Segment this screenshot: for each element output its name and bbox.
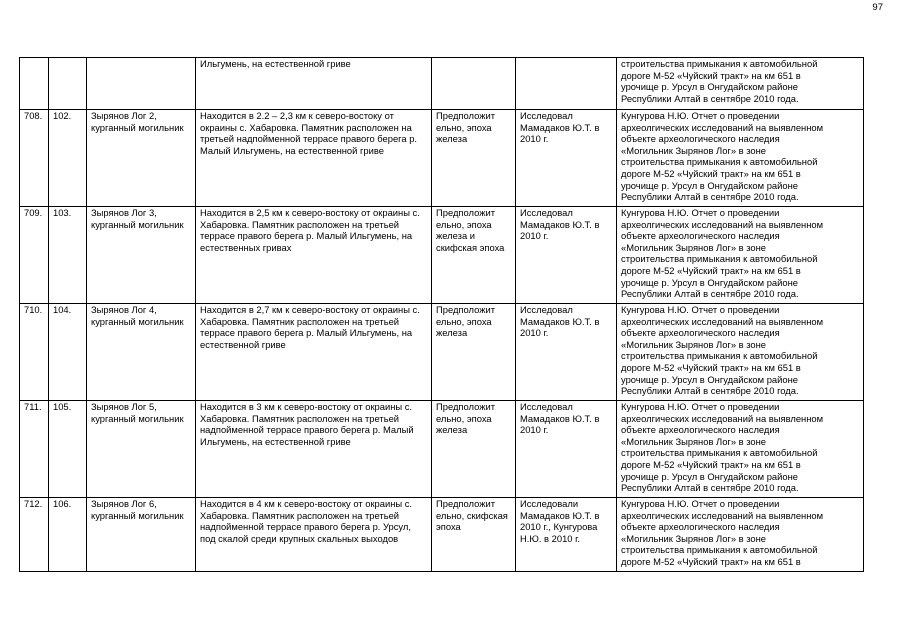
page-number: 97 <box>872 2 883 13</box>
cell-literature: Кунгурова Н.Ю. Отчет о проведении археолгических исследований на выявленном объекте археологического наследия «Могильник Зырянов Лог» в зоне строительства примыкания к автомобильной дороге М-52 «Чуйский тракт» на км 651 в урочище р. Урсул в Онгудайском районе Республики Алтай в сентябре 2010 года. <box>617 207 864 304</box>
cell-location: Находится в 2,7 км к северо-востоку от окраины с. Хабаровка. Памятник расположен на третьей террасе правого берега р. Малый Ильгумень, на естественной гриве <box>196 304 432 401</box>
cell-dating <box>432 58 516 110</box>
cell-sub: 106. <box>49 498 87 572</box>
table-row <box>20 304 864 401</box>
table-row <box>20 110 864 207</box>
cell-num: 712. <box>20 498 49 572</box>
cell-location: Находится в 3 км к северо-востоку от окраины с. Хабаровка. Памятник расположен на третьей надпойменной террасе правого берега р. Малый Ильгумень, на естественной гриве <box>196 401 432 498</box>
cell-name: Зырянов Лог 5, курганный могильник <box>87 401 196 498</box>
cell-literature: Кунгурова Н.Ю. Отчет о проведении археолгических исследований на выявленном объекте археологического наследия «Могильник Зырянов Лог» в зоне строительства примыкания к автомобильной дороге М-52 «Чуйский тракт» на км 651 в урочище р. Урсул в Онгудайском районе Республики Алтай в сентябре 2010 года. <box>617 110 864 207</box>
cell-literature: Кунгурова Н.Ю. Отчет о проведении археолгических исследований на выявленном объекте археологического наследия «Могильник Зырянов Лог» в зоне строительства примыкания к автомобильной дороге М-52 «Чуйский тракт» на км 651 в урочище р. Урсул в Онгудайском районе Республики Алтай в сентябре 2010 года. <box>617 401 864 498</box>
cell-literature: Кунгурова Н.Ю. Отчет о проведении археолгических исследований на выявленном объекте археологического наследия «Могильник Зырянов Лог» в зоне строительства примыкания к автомобильной дороге М-52 «Чуйский тракт» на км 651 в урочище р. Урсул в Онгудайском районе Республики Алтай в сентябре 2010 года. <box>617 304 864 401</box>
cell-researched: Исследовал Мамадаков Ю.Т. в 2010 г. <box>516 401 617 498</box>
monuments-table <box>19 57 864 572</box>
cell-dating: Предположит ельно, эпоха железа <box>432 110 516 207</box>
cell-dating: Предположит ельно, скифская эпоха <box>432 498 516 572</box>
cell-num <box>20 58 49 110</box>
cell-researched: Исследовал Мамадаков Ю.Т. в 2010 г. <box>516 304 617 401</box>
cell-sub: 102. <box>49 110 87 207</box>
cell-name: Зырянов Лог 6, курганный могильник <box>87 498 196 572</box>
cell-researched: Исследовали Мамадаков Ю.Т. в 2010 г., Кунгурова Н.Ю. в 2010 г. <box>516 498 617 572</box>
cell-literature: Кунгурова Н.Ю. Отчет о проведении археолгических исследований на выявленном объекте археологического наследия «Могильник Зырянов Лог» в зоне строительства примыкания к автомобильной дороге М-52 «Чуйский тракт» на км 651 в <box>617 498 864 572</box>
cell-num: 711. <box>20 401 49 498</box>
cell-dating: Предположит ельно, эпоха железа <box>432 401 516 498</box>
table-row-continuation <box>20 58 864 110</box>
cell-sub <box>49 58 87 110</box>
cell-researched <box>516 58 617 110</box>
cell-literature: строительства примыкания к автомобильной дороге М-52 «Чуйский тракт» на км 651 в урочище р. Урсул в Онгудайском районе Республики Алтай в сентябре 2010 года. <box>617 58 864 110</box>
cell-name: Зырянов Лог 3, курганный могильник <box>87 207 196 304</box>
cell-dating: Предположит ельно, эпоха железа <box>432 304 516 401</box>
cell-location: Находится в 4 км к северо-востоку от окраины с. Хабаровка. Памятник расположен на третьей надпойменной террасе правого берега р. Урсул, под скалой среди крупных скальных выходов <box>196 498 432 572</box>
cell-sub: 104. <box>49 304 87 401</box>
table-row <box>20 498 864 572</box>
cell-name <box>87 58 196 110</box>
cell-location: Находится в 2,5 км к северо-востоку от окраины с. Хабаровка. Памятник расположен на третьей террасе правого берега р. Малый Ильгумень, на естественных гривах <box>196 207 432 304</box>
cell-num: 708. <box>20 110 49 207</box>
cell-name: Зырянов Лог 2, курганный могильник <box>87 110 196 207</box>
table-row <box>20 401 864 498</box>
table-row <box>20 207 864 304</box>
cell-name: Зырянов Лог 4, курганный могильник <box>87 304 196 401</box>
cell-num: 710. <box>20 304 49 401</box>
cell-dating: Предположит ельно, эпоха железа и скифская эпоха <box>432 207 516 304</box>
cell-sub: 105. <box>49 401 87 498</box>
cell-location: Находится в 2.2 – 2,3 км к северо-востоку от окраины с. Хабаровка. Памятник расположен на третьей надпойменной террасе правого берега р. Малый Ильгумень, на естественной гриве <box>196 110 432 207</box>
cell-num: 709. <box>20 207 49 304</box>
cell-researched: Исследовал Мамадаков Ю.Т. в 2010 г. <box>516 110 617 207</box>
cell-researched: Исследовал Мамадаков Ю.Т. в 2010 г. <box>516 207 617 304</box>
cell-location: Ильгумень, на естественной гриве <box>196 58 432 110</box>
cell-sub: 103. <box>49 207 87 304</box>
